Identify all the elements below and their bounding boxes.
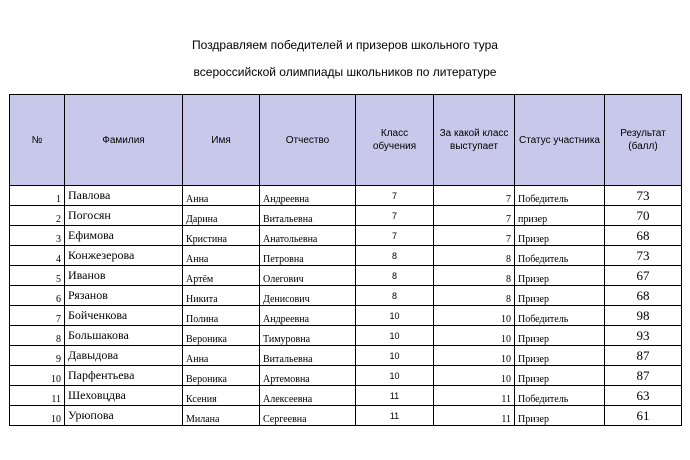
result-cell: 98 <box>605 306 682 326</box>
row-number: 8 <box>10 326 65 346</box>
result-cell: 70 <box>605 206 682 226</box>
status-cell: призер <box>515 206 605 226</box>
competing-grade-cell: 8 <box>434 286 515 306</box>
name-cell: Вероника <box>183 366 260 386</box>
grade-cell: 7 <box>356 206 434 226</box>
name-cell: Анна <box>183 246 260 266</box>
result-cell: 93 <box>605 326 682 346</box>
competing-grade-cell: 8 <box>434 246 515 266</box>
competing-grade-cell: 10 <box>434 326 515 346</box>
status-cell: Победитель <box>515 246 605 266</box>
name-cell: Анна <box>183 346 260 366</box>
row-number: 1 <box>10 186 65 206</box>
table-row <box>10 346 682 366</box>
row-number: 6 <box>10 286 65 306</box>
surname-cell: Иванов <box>65 266 183 286</box>
surname-cell: Шеховцдва <box>65 386 183 406</box>
name-cell: Ксения <box>183 386 260 406</box>
grade-cell: 8 <box>356 266 434 286</box>
patronymic-cell: Витальевна <box>260 206 356 226</box>
status-cell: Призер <box>515 326 605 346</box>
competing-grade-cell: 8 <box>434 266 515 286</box>
table-row <box>10 246 682 266</box>
grade-cell: 11 <box>356 386 434 406</box>
name-cell: Вероника <box>183 326 260 346</box>
status-cell: Призер <box>515 366 605 386</box>
patronymic-cell: Витальевна <box>260 346 356 366</box>
status-cell: Победитель <box>515 386 605 406</box>
status-cell: Призер <box>515 266 605 286</box>
row-number: 4 <box>10 246 65 266</box>
table-row <box>10 186 682 206</box>
row-number: 10 <box>10 366 65 386</box>
surname-cell: Погосян <box>65 206 183 226</box>
table-row <box>10 226 682 246</box>
name-cell: Полина <box>183 306 260 326</box>
status-cell: Победитель <box>515 186 605 206</box>
surname-cell: Парфентьева <box>65 366 183 386</box>
result-cell: 68 <box>605 286 682 306</box>
grade-cell: 7 <box>356 186 434 206</box>
competing-grade-cell: 10 <box>434 366 515 386</box>
column-header-status: Статус участника <box>515 95 605 186</box>
table-row <box>10 406 682 426</box>
name-cell: Милана <box>183 406 260 426</box>
name-cell: Анна <box>183 186 260 206</box>
competing-grade-cell: 10 <box>434 346 515 366</box>
surname-cell: Ефимова <box>65 226 183 246</box>
column-header-competing-grade: За какой класс выступает <box>434 95 515 186</box>
column-header-name: Имя <box>183 95 260 186</box>
row-number: 11 <box>10 386 65 406</box>
grade-cell: 10 <box>356 326 434 346</box>
status-cell: Победитель <box>515 306 605 326</box>
column-header-surname: Фамилия <box>65 95 183 186</box>
table-row <box>10 386 682 406</box>
name-cell: Никита <box>183 286 260 306</box>
row-number: 5 <box>10 266 65 286</box>
surname-cell: Бойченкова <box>65 306 183 326</box>
result-cell: 73 <box>605 186 682 206</box>
result-cell: 87 <box>605 366 682 386</box>
result-cell: 63 <box>605 386 682 406</box>
surname-cell: Урюпова <box>65 406 183 426</box>
grade-cell: 10 <box>356 366 434 386</box>
page-title: Поздравляем победителей и призеров школьного тура <box>192 38 498 52</box>
grade-cell: 10 <box>356 306 434 326</box>
patronymic-cell: Олегович <box>260 266 356 286</box>
row-number: 7 <box>10 306 65 326</box>
status-cell: Призер <box>515 346 605 366</box>
patronymic-cell: Петровна <box>260 246 356 266</box>
table-row <box>10 366 682 386</box>
column-header-number: № <box>10 95 65 186</box>
name-cell: Артём <box>183 266 260 286</box>
grade-cell: 11 <box>356 406 434 426</box>
row-number: 2 <box>10 206 65 226</box>
result-cell: 68 <box>605 226 682 246</box>
grade-cell: 7 <box>356 226 434 246</box>
competing-grade-cell: 10 <box>434 306 515 326</box>
patronymic-cell: Анатольевна <box>260 226 356 246</box>
results-table <box>9 94 682 426</box>
patronymic-cell: Тимуровна <box>260 326 356 346</box>
surname-cell: Большакова <box>65 326 183 346</box>
patronymic-cell: Денисович <box>260 286 356 306</box>
surname-cell: Давыдова <box>65 346 183 366</box>
grade-cell: 10 <box>356 346 434 366</box>
patronymic-cell: Сергеевна <box>260 406 356 426</box>
row-number: 9 <box>10 346 65 366</box>
table-row <box>10 206 682 226</box>
result-cell: 67 <box>605 266 682 286</box>
result-cell: 87 <box>605 346 682 366</box>
result-cell: 73 <box>605 246 682 266</box>
competing-grade-cell: 7 <box>434 206 515 226</box>
table-row <box>10 326 682 346</box>
patronymic-cell: Андреевна <box>260 186 356 206</box>
competing-grade-cell: 11 <box>434 406 515 426</box>
table-row <box>10 266 682 286</box>
column-header-result: Результат (балл) <box>605 95 682 186</box>
name-cell: Кристина <box>183 226 260 246</box>
surname-cell: Конжезерова <box>65 246 183 266</box>
surname-cell: Рязанов <box>65 286 183 306</box>
competing-grade-cell: 7 <box>434 226 515 246</box>
result-cell: 61 <box>605 406 682 426</box>
column-header-grade: Класс обучения <box>356 95 434 186</box>
patronymic-cell: Андреевна <box>260 306 356 326</box>
table-header-row <box>10 95 682 186</box>
surname-cell: Павлова <box>65 186 183 206</box>
table-row <box>10 306 682 326</box>
grade-cell: 8 <box>356 246 434 266</box>
status-cell: Призер <box>515 226 605 246</box>
status-cell: Призер <box>515 286 605 306</box>
status-cell: Призер <box>515 406 605 426</box>
row-number: 10 <box>10 406 65 426</box>
grade-cell: 8 <box>356 286 434 306</box>
page-subtitle: всероссийской олимпиады школьников по литературе <box>193 65 497 79</box>
table-row <box>10 286 682 306</box>
competing-grade-cell: 11 <box>434 386 515 406</box>
patronymic-cell: Артемовна <box>260 366 356 386</box>
row-number: 3 <box>10 226 65 246</box>
patronymic-cell: Алексеевна <box>260 386 356 406</box>
name-cell: Дарина <box>183 206 260 226</box>
column-header-patronymic: Отчество <box>260 95 356 186</box>
competing-grade-cell: 7 <box>434 186 515 206</box>
